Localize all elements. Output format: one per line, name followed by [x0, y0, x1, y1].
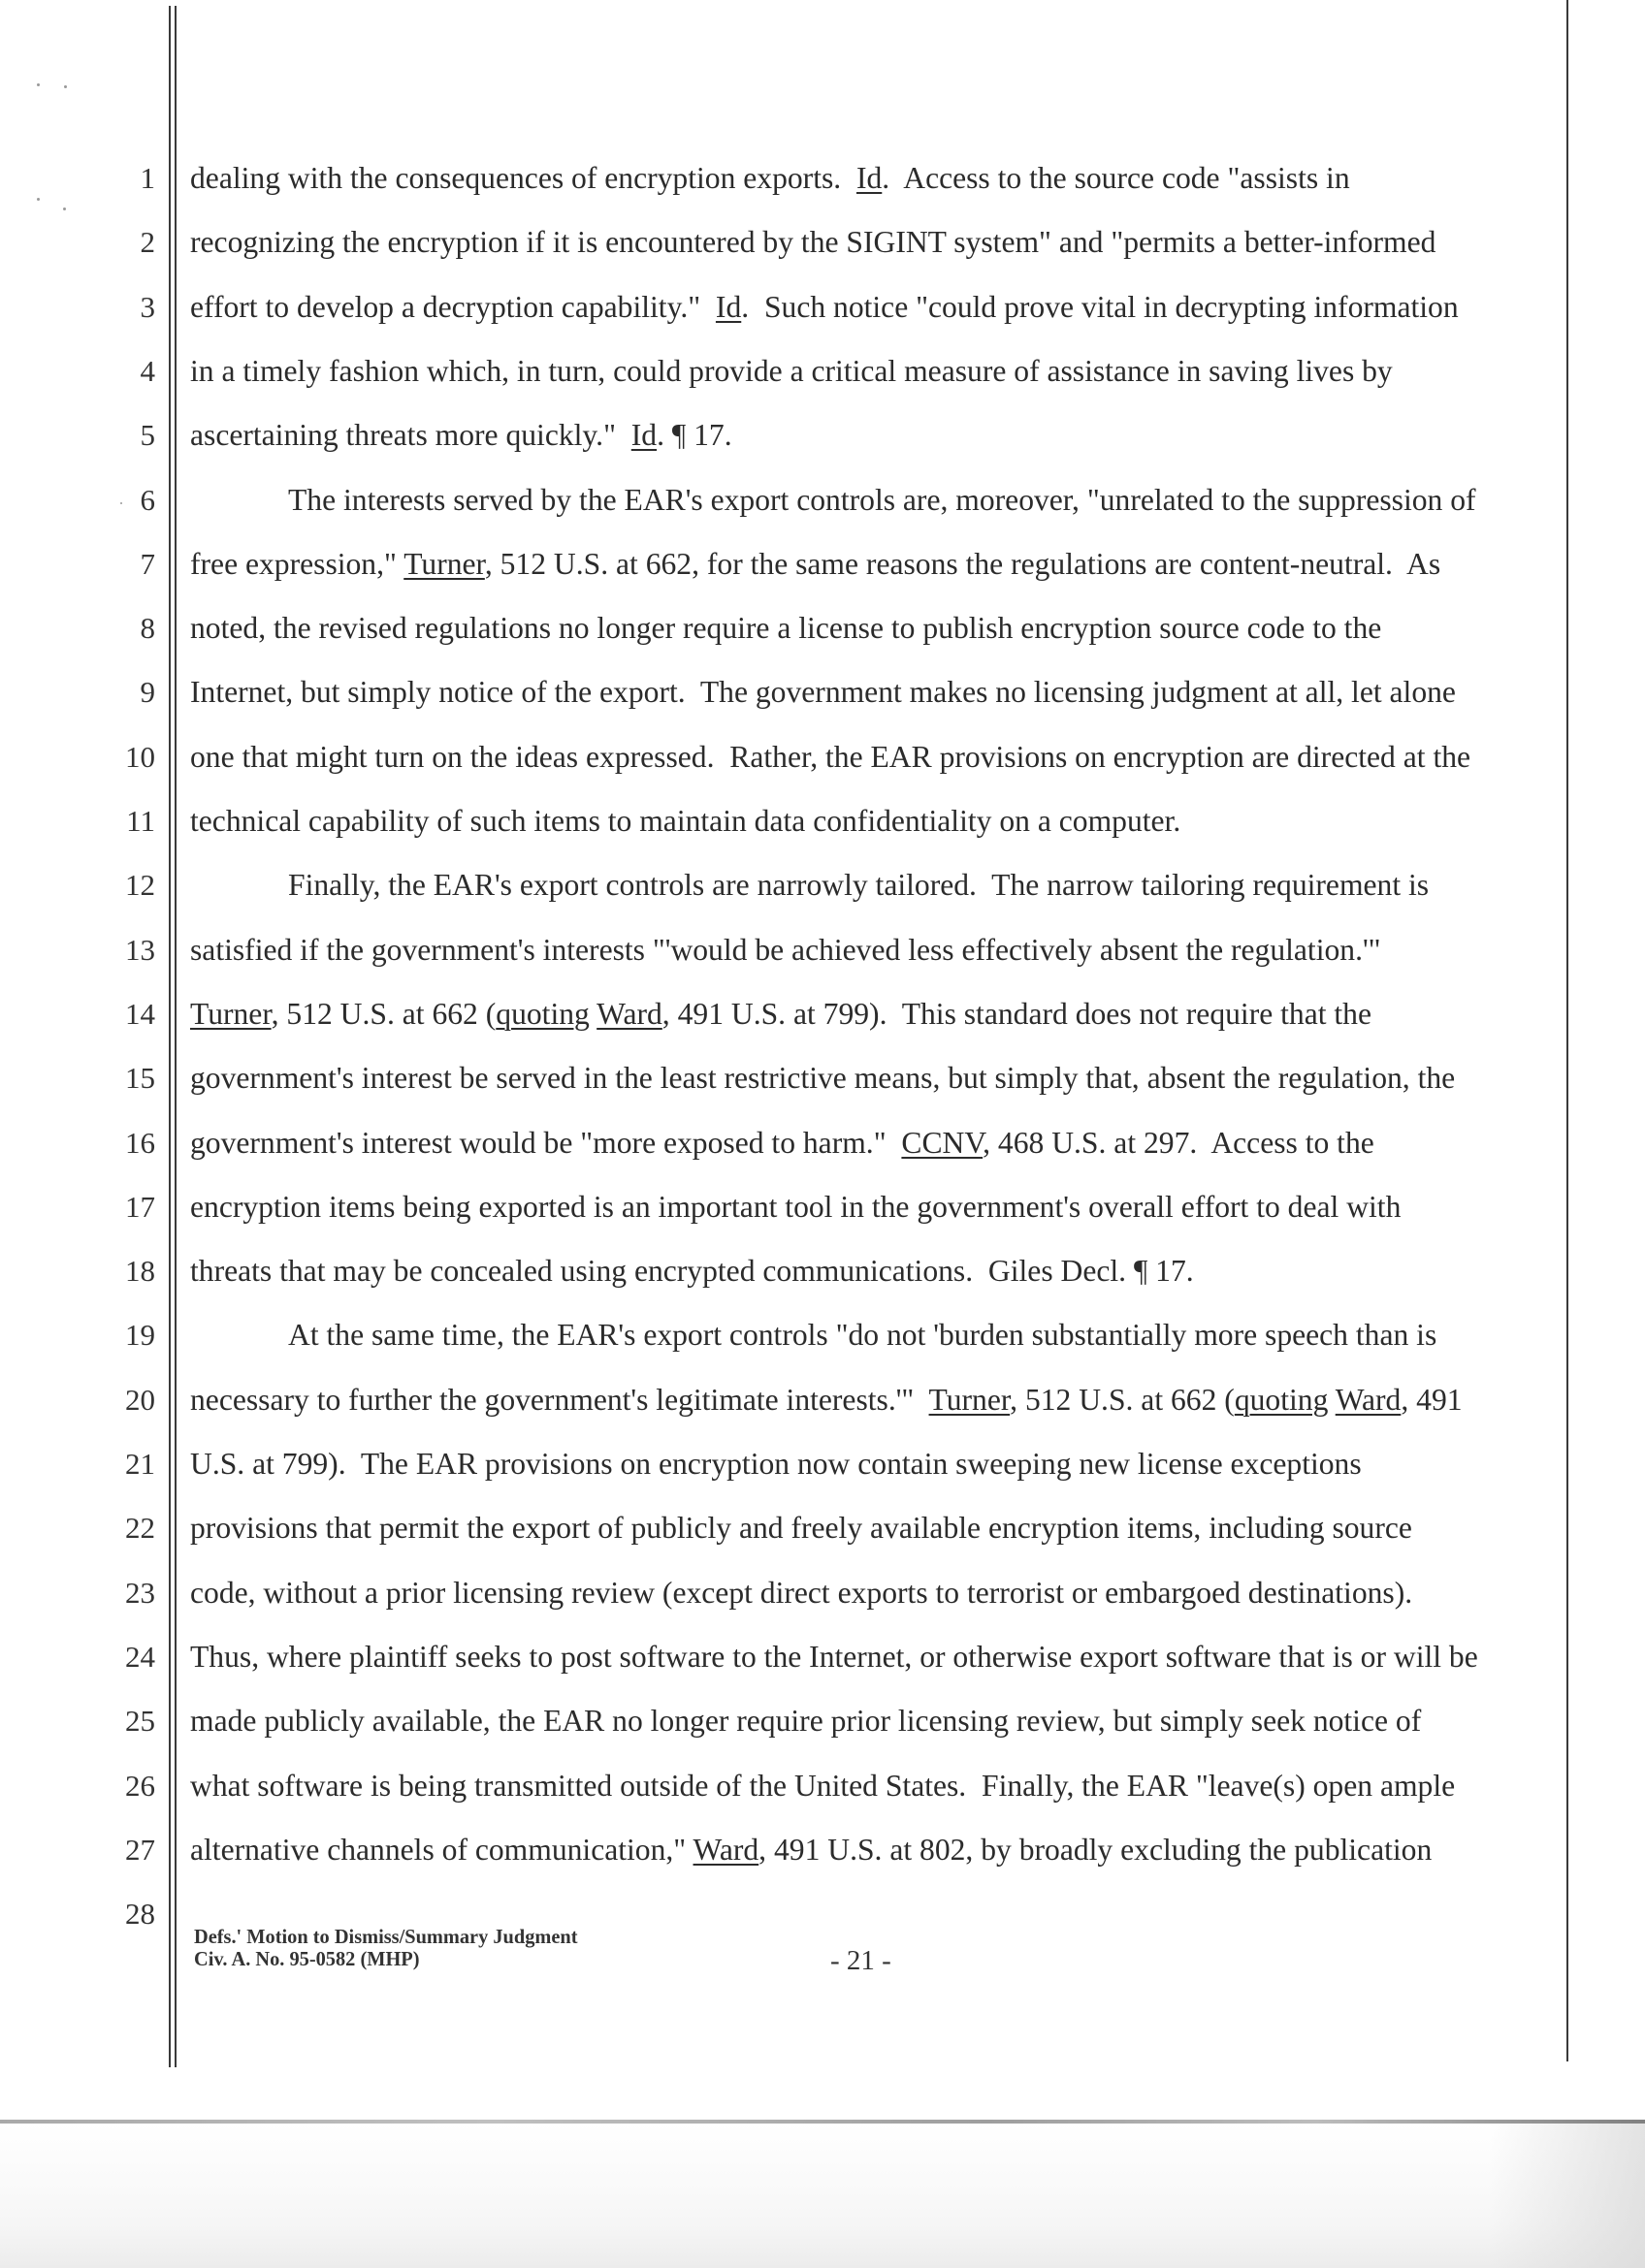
line-number: 10: [125, 739, 155, 774]
scan-speck: [64, 85, 67, 88]
case-citation: quoting: [1234, 1382, 1329, 1417]
case-citation: Id: [855, 161, 883, 195]
scan-speck: [37, 83, 40, 86]
text-segment: government's interest would be "more exposed to harm.": [190, 1125, 902, 1160]
line-number: 9: [140, 675, 155, 710]
text-segment: dealing with the consequences of encryption exports.: [190, 161, 856, 195]
line-number: 8: [140, 611, 155, 646]
line-number: 7: [140, 546, 155, 581]
text-segment: code, without a prior licensing review (except direct exports to terrorist or embargoed destinations).: [190, 1575, 1413, 1610]
text-segment: Finally, the EAR's export controls are narrowly tailored. The narrow tailoring requirement is: [288, 868, 1430, 903]
text-line: [190, 1124, 1374, 1163]
text-segment: , 491 U.S. at 799). This standard does not require that the: [661, 996, 1372, 1031]
case-citation: Ward: [1335, 1382, 1402, 1417]
text-line: [190, 1188, 1401, 1227]
text-line: [190, 416, 732, 455]
line-number: 14: [125, 996, 155, 1031]
text-segment: made publicly available, the EAR no longer require prior licensing review, but simply seek notice of: [190, 1704, 1422, 1739]
case-citation: Ward: [597, 996, 662, 1031]
text-segment: [1328, 1383, 1335, 1417]
case-citation: Turner: [190, 996, 272, 1031]
line-number: 25: [125, 1704, 155, 1739]
case-citation: Turner: [403, 546, 485, 581]
line-number: 2: [140, 225, 155, 260]
text-segment: , 491 U.S. at 802, by broadly excluding the publication: [758, 1832, 1433, 1867]
text-line: [190, 995, 1371, 1034]
text-segment: in a timely fashion which, in turn, could provide a critical measure of assistance in saving lives by: [190, 353, 1393, 388]
text-segment: . ¶ 17.: [657, 418, 732, 453]
line-number: 28: [125, 1897, 155, 1932]
case-citation: Turner: [928, 1382, 1011, 1417]
text-segment: effort to develop a decryption capability.": [190, 289, 716, 324]
scan-speck: [37, 198, 40, 201]
text-segment: recognizing the encryption if it is encountered by the SIGINT system" and "permits a better-informed: [190, 225, 1436, 260]
line-number: 20: [125, 1382, 155, 1417]
text-segment: provisions that permit the export of publicly and freely available encryption items, including source: [190, 1511, 1412, 1546]
text-segment: ascertaining threats more quickly.": [190, 418, 631, 453]
line-number: 11: [126, 804, 155, 838]
line-number: 18: [125, 1254, 155, 1289]
left-margin-rule-inner: [175, 6, 177, 2067]
text-segment: . Access to the source code "assists in: [882, 161, 1350, 195]
text-segment: U.S. at 799). The EAR provisions on encryption now contain sweeping new license exceptions: [190, 1447, 1362, 1481]
text-segment: , 468 U.S. at 297. Access to the: [983, 1125, 1374, 1160]
text-line: [190, 1831, 1432, 1869]
scan-speck: [120, 502, 122, 504]
right-margin-rule: [1566, 0, 1568, 2061]
line-number: 19: [125, 1318, 155, 1353]
line-number: 24: [125, 1639, 155, 1674]
case-citation: CCNV: [901, 1125, 984, 1160]
text-line: [190, 352, 1393, 391]
text-segment: Internet, but simply notice of the export. The government makes no licensing judgment at all, let alone: [190, 675, 1456, 710]
footer-case-number: Civ. A. No. 95-0582 (MHP): [194, 1947, 420, 1970]
case-citation: Ward: [693, 1832, 759, 1867]
text-segment: The interests served by the EAR's export controls are, moreover, "unrelated to the suppression of: [288, 482, 1476, 517]
text-segment: what software is being transmitted outside of the United States. Finally, the EAR "leave(s) open ample: [190, 1768, 1456, 1803]
text-segment: , 491: [1401, 1382, 1463, 1417]
line-number: 27: [125, 1832, 155, 1867]
text-segment: , 512 U.S. at 662, for the same reasons the regulations are content-neutral. As: [484, 546, 1441, 581]
text-line: [190, 159, 1350, 198]
text-line: [190, 1574, 1412, 1613]
text-line: [190, 802, 1180, 841]
text-line: [288, 866, 1429, 905]
text-line: [190, 1381, 1463, 1420]
text-line: [288, 1316, 1436, 1355]
text-segment: threats that may be concealed using encrypted communications. Giles Decl. ¶ 17.: [190, 1254, 1194, 1289]
line-number: 1: [140, 161, 155, 195]
text-line: [190, 673, 1456, 712]
text-line: [190, 1445, 1362, 1484]
line-number: 6: [140, 482, 155, 517]
case-citation: Id: [715, 289, 742, 324]
line-number: 23: [125, 1575, 155, 1610]
text-line: [190, 1509, 1412, 1548]
text-segment: encryption items being exported is an important tool in the government's overall effort to deal with: [190, 1189, 1402, 1224]
case-citation: quoting: [496, 996, 590, 1031]
text-line: [190, 223, 1435, 262]
text-segment: technical capability of such items to maintain data confidentiality on a computer.: [190, 804, 1181, 838]
text-segment: , 512 U.S. at 662 (: [271, 996, 497, 1031]
text-line: [190, 288, 1459, 327]
text-line: [190, 1059, 1455, 1098]
scan-speck: [63, 208, 66, 210]
text-segment: At the same time, the EAR's export controls "do not 'burden substantially more speech than is: [288, 1318, 1437, 1353]
text-segment: alternative channels of communication,": [190, 1832, 693, 1867]
page-number: - 21 -: [830, 1945, 891, 1976]
line-number: 13: [125, 932, 155, 967]
left-margin-rule-outer: [169, 6, 171, 2067]
text-line: [190, 738, 1470, 777]
line-number: 17: [125, 1189, 155, 1224]
text-line: [190, 1702, 1421, 1741]
line-number: 4: [140, 353, 155, 388]
text-segment: one that might turn on the ideas expressed. Rather, the EAR provisions on encryption are directed at the: [190, 739, 1471, 774]
line-number: 15: [125, 1061, 155, 1096]
text-line: [288, 481, 1476, 520]
line-number: 12: [125, 868, 155, 903]
text-segment: necessary to further the government's legitimate interests.'": [190, 1382, 929, 1417]
text-segment: satisfied if the government's interests "'would be achieved less effectively absent the regulation.'": [190, 932, 1381, 967]
line-number: 21: [125, 1447, 155, 1481]
text-segment: noted, the revised regulations no longer require a license to publish encryption source code to the: [190, 611, 1382, 646]
footer-title: Defs.' Motion to Dismiss/Summary Judgment: [194, 1925, 578, 1948]
text-line: [190, 1252, 1194, 1291]
line-number: 5: [140, 418, 155, 453]
scan-background: [0, 2124, 1645, 2268]
text-segment: Thus, where plaintiff seeks to post software to the Internet, or otherwise export software that is or will be: [190, 1639, 1478, 1674]
line-number: 26: [125, 1768, 155, 1803]
text-line: [190, 931, 1381, 970]
line-number: 22: [125, 1511, 155, 1546]
text-segment: . Such notice "could prove vital in decrypting information: [741, 289, 1459, 324]
footer-caption: [194, 1926, 578, 1970]
line-number: 16: [125, 1125, 155, 1160]
text-line: [190, 545, 1440, 584]
line-number: 3: [140, 289, 155, 324]
text-segment: government's interest be served in the least restrictive means, but simply that, absent the regulation, the: [190, 1061, 1456, 1096]
case-citation: Id: [630, 418, 658, 453]
text-line: [190, 609, 1381, 648]
text-segment: free expression,": [190, 546, 404, 581]
text-line: [190, 1638, 1478, 1677]
text-segment: , 512 U.S. at 662 (: [1010, 1382, 1235, 1417]
text-line: [190, 1767, 1455, 1805]
